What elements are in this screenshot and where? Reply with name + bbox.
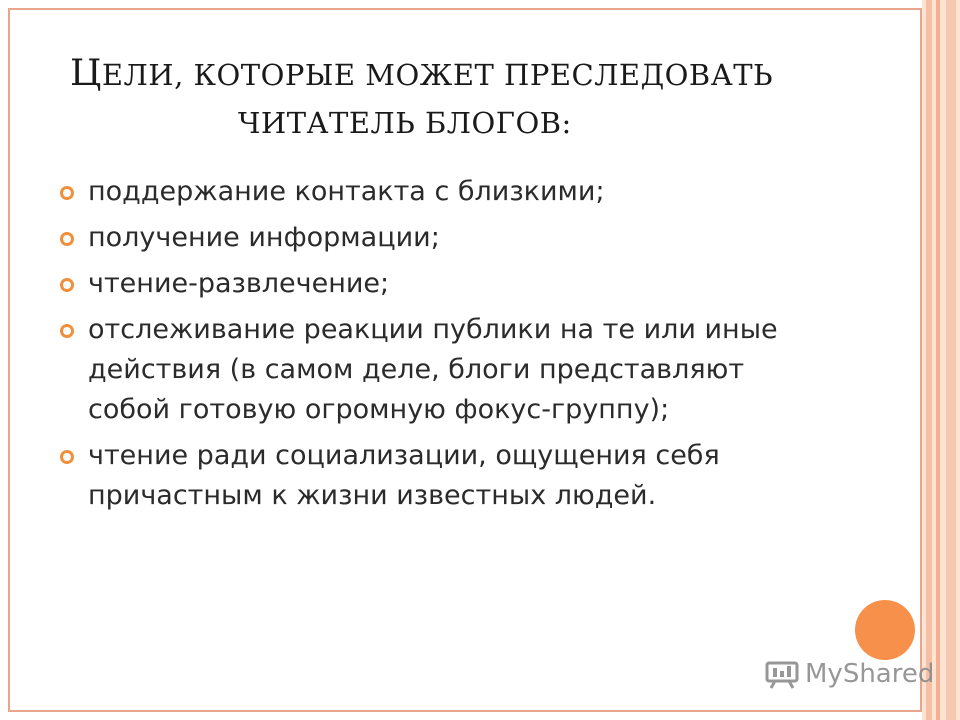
bullet-text: чтение ради социализации, ощущения себя причастным к жизни известных людей. [88,440,720,511]
stripe [946,0,956,720]
bullet-ring-icon [60,324,74,338]
bullet-ring-icon [60,186,74,200]
bullet-ring-icon [60,278,74,292]
bullet-text: получение информации; [88,222,440,253]
slide-title [70,50,830,147]
stripe [926,0,932,720]
list-item [58,172,798,212]
bullet-text: отслеживание реакции публики на те или иные действия (в самом деле, блоги представляют собой готовую огромную фокус-группу); [88,314,778,425]
list-item [58,218,798,258]
bullet-ring-icon [60,450,74,464]
bullet-list [58,172,798,522]
bullet-ring-icon [60,232,74,246]
presentation-icon [765,659,799,689]
slide-border-bottom [10,710,922,712]
watermark-text: MyShared [805,659,935,689]
list-item [58,310,798,430]
title-first-letter: Ц [70,53,102,94]
stripe [936,0,940,720]
slide-border-left [8,8,10,712]
bullet-text: чтение-развлечение; [88,268,390,299]
list-item [58,436,798,516]
title-line-1: ЕЛИ, КОТОРЫЕ МОЖЕТ ПРЕСЛЕДОВАТЬ [101,58,774,92]
list-item [58,264,798,304]
myshared-watermark [765,654,934,694]
slide-border-top [10,8,922,10]
decorative-orange-circle [855,600,915,660]
title-line-2: ЧИТАТЕЛЬ БЛОГОВ: [238,106,572,140]
bullet-text: поддержание контакта с близкими; [88,176,605,207]
decorative-side-stripes [922,0,960,720]
